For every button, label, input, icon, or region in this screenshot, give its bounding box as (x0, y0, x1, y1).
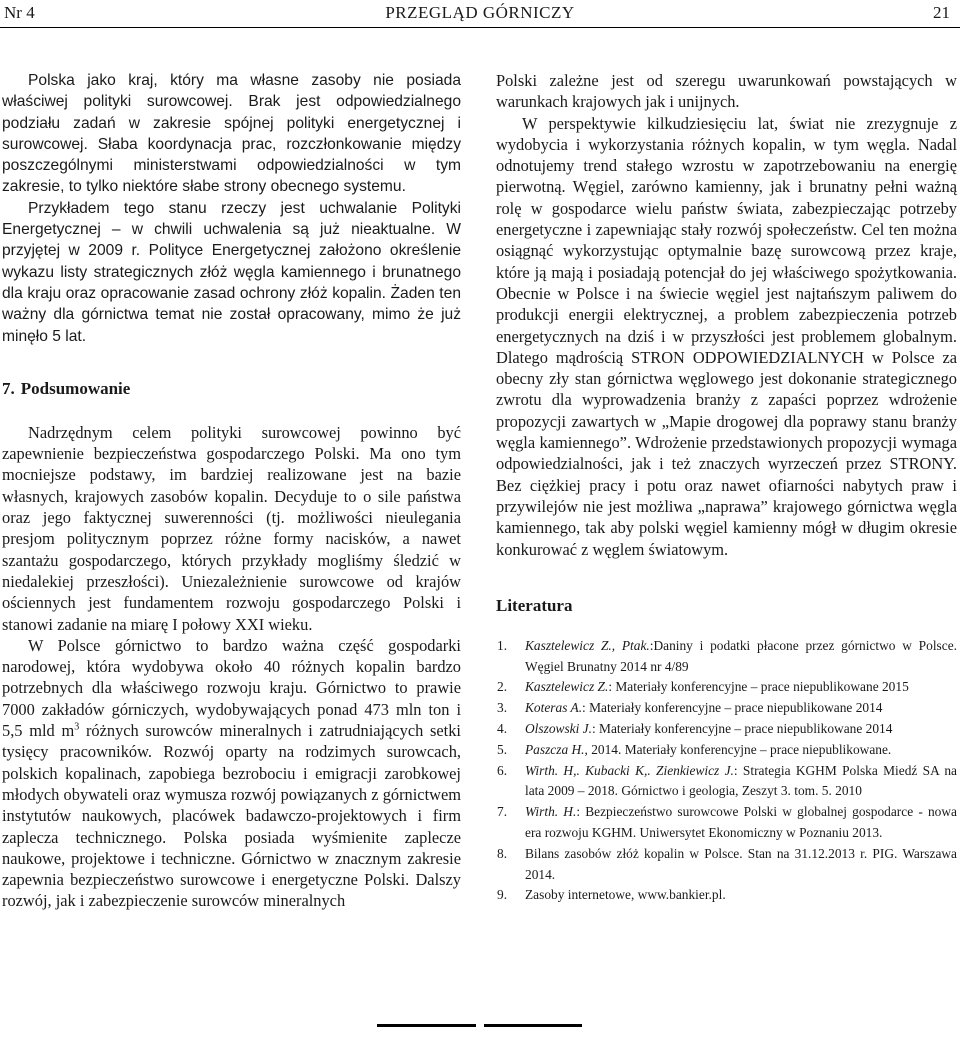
reference-item (496, 636, 957, 678)
reference-item (496, 761, 957, 803)
reference-number: 5. (497, 741, 508, 757)
paragraph: W perspektywie kilkudziesięciu lat, świat nie zrezygnuje z wydobycia i wykorzystania różnych kopalin, w tym węgla. Nadal odnotujemy trend stałego wzrostu w zapotrzebowaniu na energię pierwotną. Węgiel, zarówno kamienny, jak i brunatny pełni ważną rolę w gospodarce wielu państw świata, zabezpieczając potrzeby energetyczne i zapewniając stały rozwój społeczeństw. Cel ten można osiągnąć wykorzystując optymalnie bazę surowcową przez kraje, które ją mają i posiadają potencjał do jej właściwego spożytkowania. Obecnie w Polsce i na świecie węgiel jest najtańszym paliwem do produkcji energii elektrycznej, a problem zabezpieczenia potrzeb energetycznych na dziś i w przyszłości jest problemem globalnym. Dlatego mądrością STRON ODPOWIEDZIALNYCH w Polsce za obecny zły stan górnictwa węglowego jest dokonanie strategicznego zwrotu dla wyprowadzenia branży z zapaści poprzez wdrożenie propozycji zawartych w „Mapie drogowej dla poprawy stanu branży węgla kamiennego”. Wdrożenie przedstawionych propozycji wymaga odpowiedzialności, jak i też znaczych wyrzeczeń przez STRONY. Bez ciężkiej pracy i potu oraz nawet ofiarności nabytych praw i przywilejów nie jest możliwa „naprawa” krajowego górnictwa węgla kamiennego, tak aby polski węgiel kamienny mógł w długim okresie konkurować z węglem światowym. (496, 113, 957, 559)
reference-text: Bilans zasobów złóż kopalin w Polsce. Stan na 31.12.2013 r. PIG. Warszawa 2014. (525, 845, 957, 882)
section-title: Podsumowanie (20, 378, 131, 398)
references-heading: Literatura (496, 595, 573, 615)
reference-number: 6. (497, 762, 508, 778)
reference-number: 3. (497, 700, 508, 716)
superscript: 3 (74, 721, 80, 733)
paragraph: Polska jako kraj, który ma własne zasoby nie posiada właściwej polityki surowcowej. Brak jest odpowiedzialnego podziału zadań w zakresie spójnej polityki energetycznej i surowcowej. Słaba koordynacja prac, rozczłonkowanie między poszczególnymi ministerstwami odpowiedzialności w tym zakresie, to tylko niektóre słabe strony obecnego systemu. (2, 72, 461, 196)
journal-title: PRZEGLĄD GÓRNICZY (385, 3, 575, 22)
right-column (496, 70, 957, 906)
paragraph: Przykładem tego stanu rzeczy jest uchwalanie Polityki Energetycznej – w chwili uchwalenia są już nieaktualne. W przyjętej w 2009 r. Polityce Energetycznej założono określenie wykazu listy strategicznych złóż węgla kamiennego i brunatnego dla kraju oraz opracowanie zasad ochrony złóż kopalin. Żaden ten ważny dla górnictwa temat nie został opracowany, mimo że już minęło 5 lat. (2, 199, 461, 345)
reference-text: :Daniny i podatki płacone przez górnictwo w Polsce. Węgiel Brunatny 2014 nr 4/89 (525, 637, 957, 674)
reference-author: Paszcza H. (525, 741, 585, 757)
footer-rule-right (484, 1024, 582, 1027)
reference-item (496, 677, 957, 698)
spacer (2, 400, 461, 422)
reference-item (496, 740, 957, 761)
reference-number: 2. (497, 679, 508, 695)
reference-text: Zasoby internetowe, www.bankier.pl. (525, 887, 726, 903)
reference-number: 9. (497, 887, 508, 903)
left-column (2, 70, 461, 912)
reference-number: 1. (497, 637, 508, 653)
reference-author: Olszowski J. (525, 721, 592, 737)
reference-item (496, 844, 957, 886)
reference-text: : Bezpieczeństwo surowcowe Polski w globalnej gospodarce - nowa era rozwoju KGHM. Uniwersytet Ekonomiczny w Poznaniu 2013. (525, 804, 957, 840)
reference-author: Kasztelewicz Z., Ptak. (525, 637, 650, 653)
spacer (496, 560, 957, 596)
reference-text: , 2014. Materiały konferencyjne – prace niepublikowane. (584, 741, 892, 757)
paragraph (2, 635, 461, 912)
reference-text: : Materiały konferencyjne – prace niepublikowane 2015 (608, 679, 909, 695)
reference-text: : Strategia KGHM Polska Miedź SA na lata 2009 – 2018. Górnictwo i geologia, Zeszyt 3. tom. 5. 2010 (525, 762, 957, 799)
reference-item (496, 698, 957, 719)
reference-author: Wirth. H. (525, 804, 577, 820)
reference-author: Wirth. H,. Kubacki K,. Zienkiewicz J. (525, 762, 734, 778)
reference-text: : Materiały konferencyjne – prace niepublikowane 2014 (582, 700, 883, 716)
page-number: 21 (933, 3, 950, 22)
section-number: 7. (2, 378, 15, 398)
paragraph-text: różnych surowców mineralnych i zatrudniających setki tysięcy pracowników. Rozwój oparty na rodzimych surowcach, polskich kopalinach, zapobiega bezrobociu i emigracji zarobkowej młodych obywateli oraz wymusza rozwój powiązanych z górnictwem instytutów naukowych, placówek badawczo-projektowych i firm zaplecza technicznego. Polska posiada wyśmienite zaplecze naukowe, projektowe i techniczne. Górnictwo w znacznym zakresie zapewnia bezpieczeństwo surowcowe i energetyczne Polski. Dalszy rozwój, jak i zabezpieczenie surowców mineralnych (2, 721, 461, 911)
paragraph-text: W Polsce górnictwo to bardzo ważna część gospodarki narodowej, która wydobywa około 40 różnych kopalin bardzo potrzebnych dla właściwego rozwoju kraju. Górnictwo to prawie 7000 zakładów górniczych, wydobywających ponad 473 mln ton i 5,5 mld m (2, 635, 461, 741)
reference-item (496, 885, 957, 906)
reference-item (496, 719, 957, 740)
reference-author: Koteras A. (525, 700, 583, 716)
reference-author: Kasztelewicz Z. (525, 679, 609, 695)
spacer (496, 616, 957, 636)
reference-text: : Materiały konferencyjne – prace niepublikowane 2014 (591, 721, 893, 737)
reference-item (496, 802, 957, 844)
reference-number: 8. (497, 845, 508, 861)
paragraph: Polski zależne jest od szeregu uwarunkowań powstających w warunkach krajowych jak i unijnych. (496, 71, 957, 112)
section-heading (2, 378, 461, 400)
reference-number: 7. (497, 804, 508, 820)
page-header (0, 0, 960, 26)
paragraph: Nadrzędnym celem polityki surowcowej powinno być zapewnienie bezpieczeństwa gospodarczego Polski. Ma ono tym mocniejsze podstawy, im bardziej realizowane jest na bazie własnych, krajowych zasobów kopalin. Decyduje to o sile państwa oraz jego faktycznej suwerenności (tj. możliwości nieulegania presjom politycznym poprzez różne formy nacisków, a nawet szantażu gospodarczego, których przykłady mogliśmy śledzić w niedalekiej przeszłości). Uniezależnienie surowcowe od krajów ościennych jest fundamentem rozwoju gospodarczego Polski i stanowi zadanie na miarę I połowy XXI wieku. (2, 422, 461, 634)
references-list (496, 636, 957, 906)
reference-number: 4. (497, 721, 508, 737)
header-divider (0, 27, 960, 28)
spacer (2, 347, 461, 378)
footer-rule-left (377, 1024, 476, 1027)
issue-number: Nr 4 (4, 3, 35, 22)
